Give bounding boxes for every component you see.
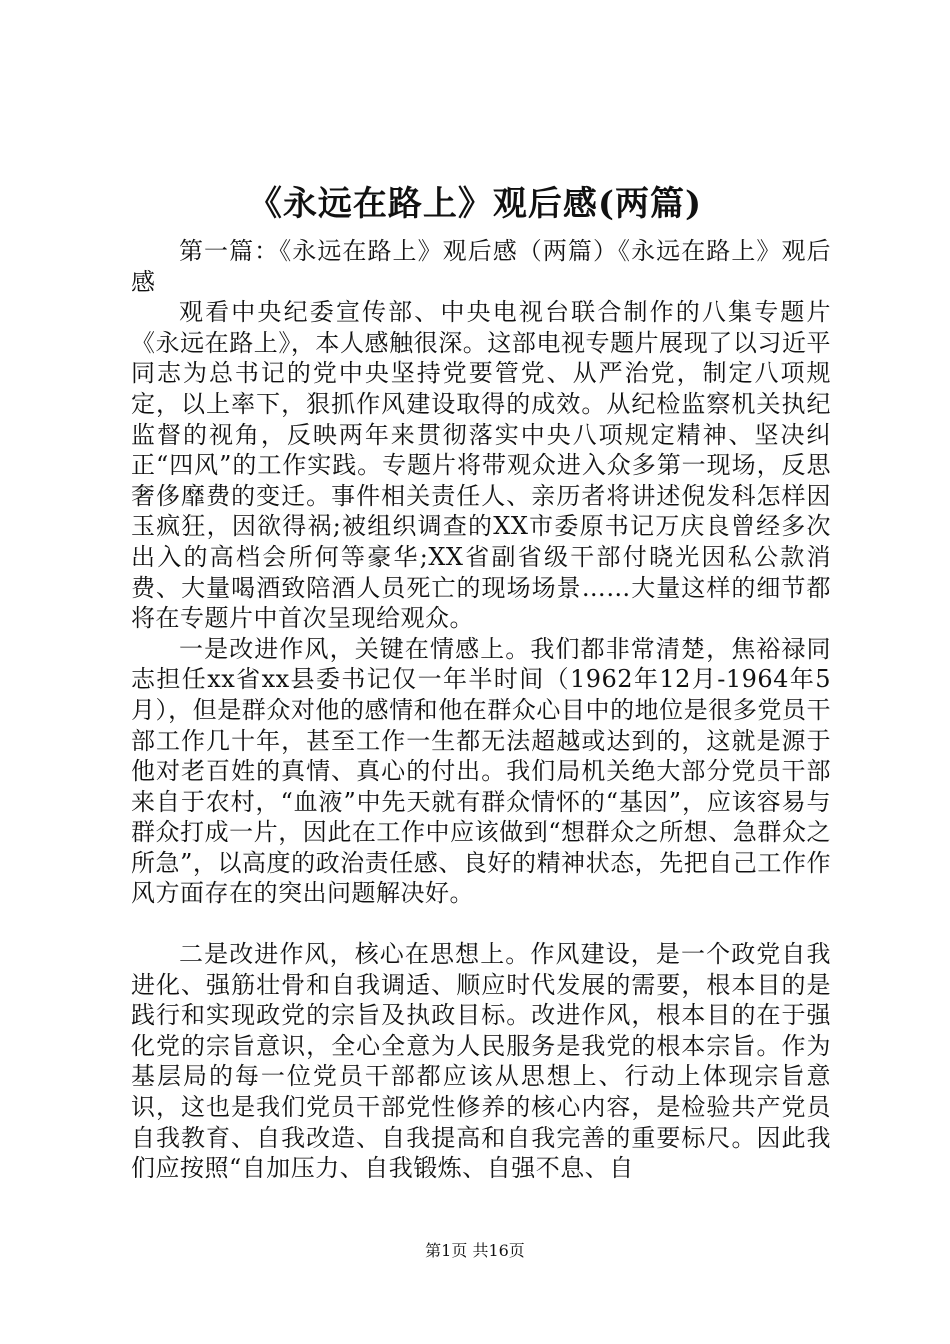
paragraph-1: 第一篇：《永远在路上》观后感（两篇）《永远在路上》观后感: [131, 237, 831, 296]
document-body: [131, 236, 831, 1184]
document-title: 《永远在路上》观后感(两篇): [247, 184, 703, 224]
paragraph-3: 一是改进作风，关键在情感上。我们都非常清楚，焦裕禄同志担任xx省xx县委书记仅一年半时间（1962年12月-1964年5月），但是群众对他的感情和他在群众心目中的地位是很多党员干部工作几十年，甚至工作一生都无法超越或达到的，这就是源于他对老百姓的真情、真心的付出。我们局机关绝大部分党员干部来自于农村，“血液”中先天就有群众情怀的“基因”，应该容易与群众打成一片，因此在工作中应该做到“想群众之所想、急群众之所急”，以高度的政治责任感、良好的精神状态，先把自己工作作风方面存在的突出问题解决好。: [131, 634, 831, 908]
paragraph-4: 二是改进作风，核心在思想上。作风建设，是一个政党自我进化、强筋壮骨和自我调适、顺应时代发展的需要，根本目的是践行和实现政党的宗旨及执政目标。改进作风，根本目的在于强化党的宗旨意识，全心全意为人民服务是我党的根本宗旨。作为基层局的每一位党员干部都应该从思想上、行动上体现宗旨意识，这也是我们党员干部党性修养的核心内容，是检验共产党员自我教育、自我改造、自我提高和自我完善的重要标尺。因此我们应按照“自加压力、自我锻炼、自强不息、自: [131, 940, 831, 1183]
page-footer: 第1页 共16页: [425, 1241, 525, 1260]
paragraph-2: 观看中央纪委宣传部、中央电视台联合制作的八集专题片《永远在路上》，本人感触很深。这部电视专题片展现了以习近平同志为总书记的党中央坚持党要管党、从严治党，制定八项规定，以上率下，狠抓作风建设取得的成效。从纪检监察机关执纪监督的视角，反映两年来贯彻落实中央八项规定精神、坚决纠正“四风”的工作实践。专题片将带观众进入众多第一现场，反思奢侈靡费的变迁。事件相关责任人、亲历者将讲述倪发科怎样因玉疯狂，因欲得祸;被组织调查的XX市委原书记万庆良曾经多次出入的高档会所何等豪华;XX省副省级干部付晓光因私公款消费、大量喝酒致陪酒人员死亡的现场场景……大量这样的细节都将在专题片中首次呈现给观众。: [131, 298, 831, 633]
